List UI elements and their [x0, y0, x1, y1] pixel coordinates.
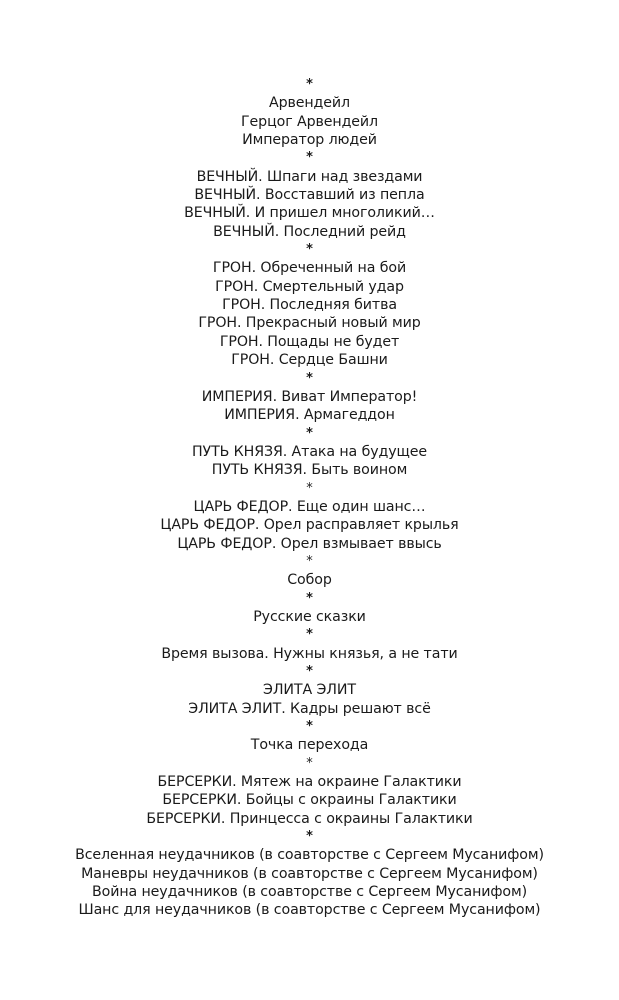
book-title: БЕРСЕРКИ. Бойцы с окраины Галактики: [162, 792, 457, 809]
book-title: Маневры неудачников (в соавторстве с Сергеем Мусанифом): [81, 865, 538, 882]
section-separator: *: [306, 370, 313, 386]
book-title: ЦАРЬ ФЕДОР. Орел расправляет крылья: [160, 517, 459, 534]
book-title: ВЕЧНЫЙ. И пришел многоликий…: [184, 205, 435, 222]
section-separator: *: [306, 664, 313, 679]
book-title: БЕРСЕРКИ. Мятеж на окраине Галактики: [157, 774, 462, 791]
book-title: ИМПЕРИЯ. Виват Император!: [201, 388, 418, 405]
book-title: Война неудачников (в соавторстве с Сергеем Мусанифом): [91, 884, 528, 901]
book-title: ВЕЧНЫЙ. Шпаги над звездами: [196, 168, 423, 185]
section-separator: *: [306, 829, 313, 845]
book-title: Русские сказки: [253, 608, 366, 625]
book-title: Арвендейл: [268, 95, 350, 112]
book-title: ГРОН. Сердце Башни: [231, 352, 388, 369]
section-separator: *: [306, 755, 313, 771]
book-title: ВЕЧНЫЙ. Восставший из пепла: [194, 187, 425, 204]
book-title: ИМПЕРИЯ. Армагеддон: [224, 407, 395, 424]
book-title: ПУТЬ КНЯЗЯ. Атака на будущее: [191, 443, 428, 460]
book-title: Шанс для неудачников (в соавторстве с Сергеем Мусанифом): [78, 902, 541, 919]
book-title: ГРОН. Пощады не будет: [219, 333, 400, 350]
section-separator: *: [306, 719, 313, 735]
book-title: ЦАРЬ ФЕДОР. Еще один шанс…: [193, 498, 426, 515]
book-title: БЕРСЕРКИ. Принцесса с окраины Галактики: [146, 810, 473, 827]
section-separator: *: [306, 425, 313, 441]
book-title: ГРОН. Обреченный на бой: [212, 260, 407, 277]
book-title: Герцог Арвендейл: [241, 113, 378, 130]
book-title: Точка перехода: [250, 737, 369, 754]
section-separator: *: [306, 242, 313, 258]
book-title: ЭЛИТА ЭЛИТ: [263, 682, 356, 699]
book-title: ЦАРЬ ФЕДОР. Орел взмывает ввысь: [177, 535, 442, 552]
bibliography-list: [0, 76, 619, 920]
book-title: ЭЛИТА ЭЛИТ. Кадры решают всё: [188, 700, 431, 717]
section-separator: *: [306, 480, 313, 496]
book-title: ПУТЬ КНЯЗЯ. Быть воином: [211, 462, 408, 479]
section-separator: *: [306, 590, 313, 606]
section-separator: *: [306, 553, 313, 569]
book-title: ГРОН. Последняя битва: [222, 297, 397, 314]
book-title: ГРОН. Прекрасный новый мир: [198, 315, 421, 332]
book-title: ГРОН. Смертельный удар: [215, 278, 404, 295]
section-separator: *: [306, 150, 313, 166]
book-title: Собор: [287, 572, 332, 589]
book-title: Вселенная неудачников (в соавторстве с Сергеем Мусанифом): [75, 847, 544, 864]
section-separator: *: [306, 627, 313, 643]
section-separator: *: [306, 77, 313, 92]
book-title: ВЕЧНЫЙ. Последний рейд: [213, 223, 406, 240]
book-title: Время вызова. Нужны князья, а не тати: [161, 645, 458, 662]
book-title: Император людей: [242, 132, 377, 149]
